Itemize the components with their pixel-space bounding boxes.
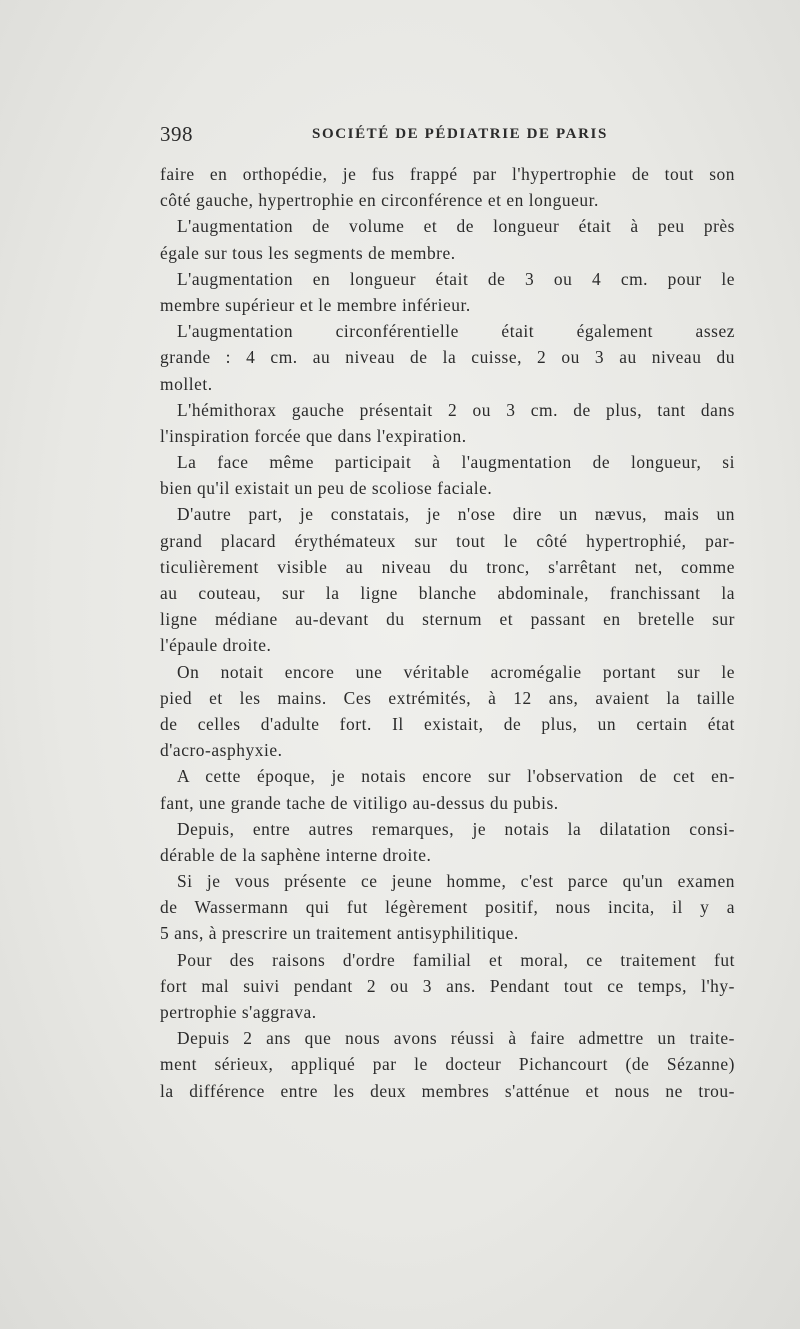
text-line: L'augmentation en longueur était de 3 ou 4 cm. pour le [177,268,735,289]
text-line: pied et les mains. Ces extrémités, à 12 ans, avaient la taille [160,687,735,708]
text-line: grande : 4 cm. au niveau de la cuisse, 2 ou 3 au niveau du [160,347,735,368]
text-line: dérable de la saphène interne droite. [160,844,432,865]
text-line: La face même participait à l'augmentation de longueur, si [177,452,735,473]
text-line: ligne médiane au-devant du sternum et passant en bretelle sur [160,609,735,630]
text-line: 5 ans, à prescrire un traitement antisyphilitique. [160,923,519,944]
text-line: égale sur tous les segments de membre. [160,242,456,263]
text-line: l'inspiration forcée que dans l'expiration. [160,425,467,446]
text-line: Pour des raisons d'ordre familial et moral, ce traitement fut [177,949,735,970]
text-line: au couteau, sur la ligne blanche abdominale, franchissant la [160,583,735,603]
text-line: D'autre part, je constatais, je n'ose dire un nævus, mais un [177,504,735,525]
text-line: On notait encore une véritable acromégalie portant sur le [177,661,735,682]
text-line: L'augmentation de volume et de longueur était à peu près [177,216,735,237]
text-line: A cette époque, je notais encore sur l'observation de cet en- [177,766,735,787]
text-line: pertrophie s'aggrava. [160,1002,317,1022]
text-line: l'épaule droite. [160,635,272,656]
body-text [160,161,735,1104]
page-number: 398 [160,122,193,146]
text-line: mollet. [160,373,213,394]
text-line: de Wassermann qui fut légèrement positif, nous incita, il y a [160,897,735,918]
text-line: L'hémithorax gauche présentait 2 ou 3 cm. de plus, tant dans [177,399,735,420]
page-header [160,122,735,152]
text-line: ticulièrement visible au niveau du tronc, s'arrêtant net, comme [160,556,735,577]
text-line: L'augmentation circonférentielle était également assez [177,321,735,342]
text-line: la différence entre les deux membres s'atténue et nous ne trou- [160,1080,735,1101]
text-line: d'acro-asphyxie. [160,740,283,761]
text-line: membre supérieur et le membre inférieur. [160,294,471,315]
text-line: faire en orthopédie, je fus frappé par l'hypertrophie de tout son [160,164,735,184]
text-line: Depuis 2 ans que nous avons réussi à faire admettre un traite- [177,1028,735,1049]
text-line: de celles d'adulte fort. Il existait, de plus, un certain état [160,713,735,734]
text-line: Depuis, entre autres remarques, je notais la dilatation consi- [177,818,735,839]
text-line: grand placard érythémateux sur tout le côté hypertrophié, par- [160,530,735,551]
text-line: fort mal suivi pendant 2 ou 3 ans. Pendant tout ce temps, l'hy- [160,975,735,996]
text-line: fant, une grande tache de vitiligo au-dessus du pubis. [160,792,559,813]
running-head: SOCIÉTÉ DE PÉDIATRIE DE PARIS [312,126,608,142]
text-line: Si je vous présente ce jeune homme, c'est parce qu'un examen [177,871,735,892]
text-line: côté gauche, hypertrophie en circonférence et en longueur. [160,190,599,211]
text-line: ment sérieux, appliqué par le docteur Pichancourt (de Sézanne) [160,1054,735,1075]
text-line: bien qu'il existait un peu de scoliose faciale. [160,478,493,499]
